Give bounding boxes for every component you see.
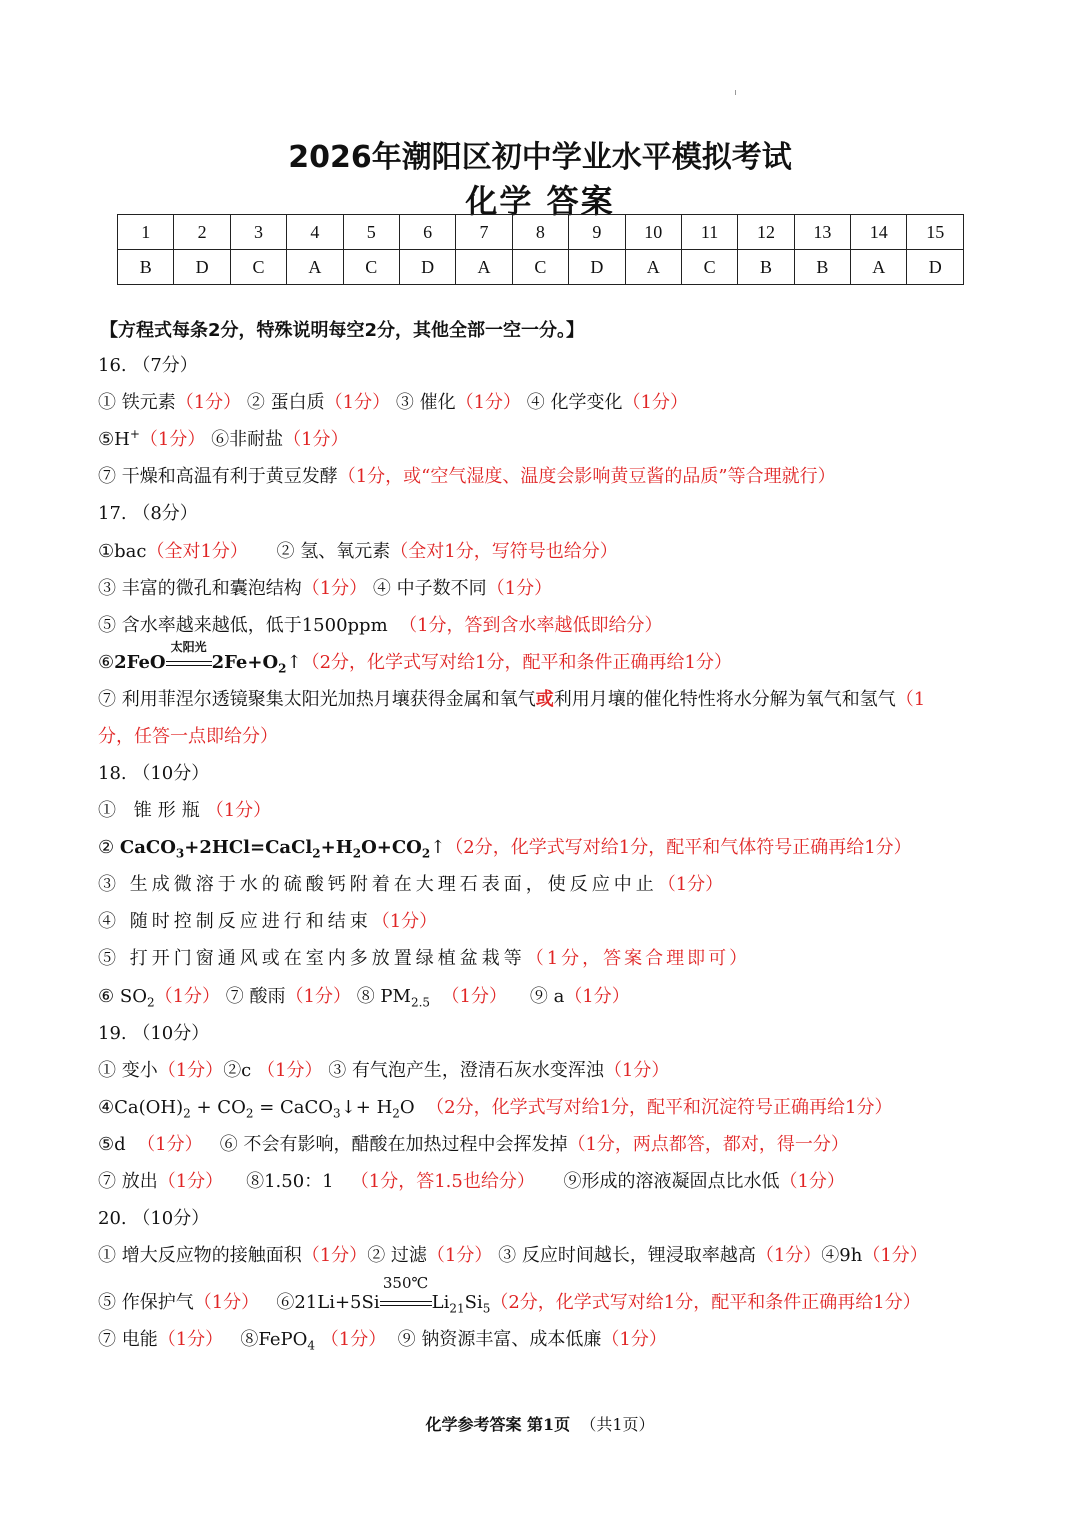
q18-header: 18. （10分） xyxy=(98,763,210,784)
score-text: （1 xyxy=(895,689,926,710)
page-footer xyxy=(0,1412,1080,1435)
question-number-cell: 14 xyxy=(851,215,907,250)
equation-reactant: 2FeO xyxy=(114,652,166,673)
question-number-cell: 3 xyxy=(230,215,286,250)
answer-letter-cell: A xyxy=(287,250,343,285)
formula: = CaCO xyxy=(253,1097,334,1118)
answer-text: ① 变小 xyxy=(98,1060,158,1081)
subscript: 21 xyxy=(449,1301,465,1316)
subscript: 2.5 xyxy=(410,995,431,1010)
gas-arrow: ↑ xyxy=(286,652,302,673)
answer-text: ⑦ 干燥和高温有利于黄豆发酵 xyxy=(98,466,338,487)
question-number-row xyxy=(118,215,964,250)
q18-line-4 xyxy=(98,910,437,934)
subscript: 2 xyxy=(392,1106,400,1121)
score-text: （1分，或“空气湿度、温度会影响黄豆酱的品质”等合理就行） xyxy=(337,466,836,487)
answer-letter-cell: C xyxy=(681,250,737,285)
answer-text: 利用月壤的催化特性将水分解为氧气和氢气 xyxy=(553,689,896,710)
answer-text: ⑦ 电能 xyxy=(98,1329,158,1350)
formula: Si xyxy=(464,1292,483,1313)
formula: Li xyxy=(431,1292,450,1313)
q19-header: 19. （10分） xyxy=(98,1023,210,1044)
answer-text: ② 氢、氧元素 xyxy=(276,541,391,562)
score-text: （1分） xyxy=(193,1292,260,1313)
q19-line-4 xyxy=(98,1170,845,1194)
answer-letter-cell: A xyxy=(456,250,512,285)
formula: O xyxy=(399,1097,415,1118)
score-text: （1分） xyxy=(601,1329,667,1350)
reaction-condition xyxy=(380,1274,432,1315)
answer-text: ⑥ xyxy=(98,652,115,673)
q17-line-5 xyxy=(98,688,925,712)
subscript: 2 xyxy=(312,846,321,861)
answer-text: ②c xyxy=(223,1060,252,1081)
answer-text: ⑨ 钠资源丰富、成本低廉 xyxy=(397,1329,602,1350)
answer-text: ③ 丰富的微孔和囊泡结构 xyxy=(98,578,302,599)
formula: ⑧FePO xyxy=(240,1329,308,1350)
answer-text: ③ 生成微溶于水的硫酸钙附着在大理石表面，使反应中止 xyxy=(98,874,658,895)
answer-text: ④9h xyxy=(821,1245,863,1266)
answer-letter-cell: D xyxy=(174,250,230,285)
score-text: （1分） xyxy=(157,1329,224,1350)
score-text: （1分） xyxy=(564,986,630,1007)
answer-text: ⑨ a xyxy=(529,986,565,1007)
subscript: 2 xyxy=(146,995,155,1010)
q16-line-1 xyxy=(98,391,688,415)
subscript: 2 xyxy=(352,846,362,861)
q16-line-2 xyxy=(98,428,349,452)
scoring-note: 【方程式每条2分，特殊说明每空2分，其他全部一空一分。】 xyxy=(100,320,585,341)
equation-product: 2Fe+O xyxy=(211,652,279,673)
score-text: （1分） xyxy=(486,578,553,599)
score-text: （1分） xyxy=(257,1060,323,1081)
answer-text: ② 蛋白质 xyxy=(246,392,325,413)
q17-line-2 xyxy=(98,577,552,601)
formula: O+CO xyxy=(361,837,422,858)
score-text: （1分） xyxy=(283,429,349,450)
exam-subtitle: 化学 答案 xyxy=(465,182,615,220)
answer-letter-cell: B xyxy=(794,250,850,285)
question-number-cell: 2 xyxy=(174,215,230,250)
q18-line-3 xyxy=(98,873,723,897)
score-text: （1分） xyxy=(157,1171,224,1192)
answer-text: ③ 催化 xyxy=(395,392,456,413)
q18-line-2 xyxy=(98,836,912,860)
q17-line-1 xyxy=(98,540,618,564)
score-text: （1分，答1.5也给分） xyxy=(350,1171,535,1192)
q18-line-5 xyxy=(98,947,750,971)
score-text: （1分，答到含水率越低即给分） xyxy=(399,615,663,636)
score-text: （1分） xyxy=(301,1245,368,1266)
score-text: （1分） xyxy=(205,800,272,821)
or-text: 或 xyxy=(535,689,554,710)
answer-text: ⑨形成的溶液凝固点比水低 xyxy=(563,1171,780,1192)
q19-line-1 xyxy=(98,1059,669,1083)
score-text: （1分） xyxy=(301,578,368,599)
score-text: （1分） xyxy=(139,429,206,450)
formula: + CO xyxy=(190,1097,246,1118)
question-number-cell: 7 xyxy=(456,215,512,250)
score-text: （2分，化学式写对给1分，配平和沉淀符号正确再给1分） xyxy=(426,1097,893,1118)
question-number-cell: 4 xyxy=(287,215,343,250)
multiple-choice-answer-table xyxy=(117,214,964,285)
subscript: 3 xyxy=(175,846,185,861)
gas-arrow: ↑ xyxy=(430,837,446,858)
answer-letter-cell: D xyxy=(907,250,964,285)
question-number-cell: 11 xyxy=(681,215,737,250)
formula: CaCO xyxy=(119,837,176,858)
score-text: 分，任答一点即给分） xyxy=(98,726,278,747)
answer-letter-cell: A xyxy=(625,250,681,285)
subscript: 4 xyxy=(307,1338,316,1353)
score-text: （1分） xyxy=(175,392,242,413)
question-number-cell: 8 xyxy=(512,215,568,250)
formula: ↓+ H xyxy=(340,1097,393,1118)
question-number-cell: 1 xyxy=(118,215,174,250)
score-text: （1分） xyxy=(137,1134,203,1155)
subscript: 2 xyxy=(421,846,431,861)
q20-header: 20. （10分） xyxy=(98,1208,210,1229)
answer-text: ⑥非耐盐 xyxy=(211,429,284,450)
reaction-condition xyxy=(166,640,212,675)
score-text: （1分） xyxy=(657,874,724,895)
scan-mark xyxy=(735,90,736,95)
answer-letter-cell: C xyxy=(343,250,399,285)
score-text: （2分，化学式写对给1分，配平和条件正确再给1分） xyxy=(490,1292,921,1313)
answer-text: ⑧ PM xyxy=(356,986,411,1007)
answer-letter-cell: D xyxy=(399,250,455,285)
score-text: （2分，化学式写对给1分，配平和气体符号正确再给1分） xyxy=(445,837,912,858)
score-text: （全对1分，写符号也给分） xyxy=(390,541,618,562)
answer-text: ⑤ 打开门窗通风或在室内多放置绿植盆栽等 xyxy=(98,948,526,969)
question-number-cell: 10 xyxy=(625,215,681,250)
exam-title: 2026年潮阳区初中学业水平模拟考试 xyxy=(288,140,792,175)
score-text: （1分） xyxy=(426,1245,493,1266)
q19-line-2 xyxy=(98,1096,893,1120)
q20-line-2 xyxy=(98,1274,921,1316)
score-text: （1分） xyxy=(157,1060,224,1081)
answer-text: ⑤ 作保护气 xyxy=(98,1292,194,1313)
answer-text: ② xyxy=(98,837,115,858)
footer-total-pages: （共1页） xyxy=(580,1415,655,1434)
formula: ④Ca(OH) xyxy=(98,1097,184,1118)
answer-text: ⑥ SO xyxy=(98,986,147,1007)
subscript: 2 xyxy=(245,1106,254,1121)
score-text: （1分） xyxy=(779,1171,845,1192)
answer-text: ⑦ 酸雨 xyxy=(225,986,286,1007)
answer-text: ⑤d xyxy=(98,1134,126,1155)
score-text: （2分，化学式写对给1分，配平和条件正确再给1分） xyxy=(301,652,732,673)
q18-line-1 xyxy=(98,799,271,823)
q20-line-3 xyxy=(98,1328,667,1352)
condition-text: 太阳光 xyxy=(170,640,207,654)
subscript: 2 xyxy=(183,1106,191,1121)
q20-line-1 xyxy=(98,1244,928,1268)
answer-text: ⑥ 不会有影响，醋酸在加热过程中会挥发掉 xyxy=(219,1134,568,1155)
answer-text: ⑧1.50：1 xyxy=(246,1171,334,1192)
question-number-cell: 12 xyxy=(738,215,794,250)
answer-text: ① 增大反应物的接触面积 xyxy=(98,1245,302,1266)
score-text: （1分） xyxy=(755,1245,822,1266)
q16-line-3 xyxy=(98,465,836,489)
answer-letter-cell: C xyxy=(230,250,286,285)
question-number-cell: 6 xyxy=(399,215,455,250)
superscript: + xyxy=(129,427,140,441)
question-number-cell: 9 xyxy=(569,215,625,250)
score-text: （1分） xyxy=(285,986,351,1007)
subscript: 2 xyxy=(278,661,287,676)
score-text: （1分） xyxy=(862,1245,928,1266)
q17-header: 17. （8分） xyxy=(98,503,198,524)
answer-text: ① 锥形瓶 xyxy=(98,800,206,821)
question-number-cell: 15 xyxy=(907,215,964,250)
score-text: （1分） xyxy=(603,1060,670,1081)
question-number-cell: 5 xyxy=(343,215,399,250)
answer-text: ④ 中子数不同 xyxy=(372,578,487,599)
answer-text: ① 铁元素 xyxy=(98,392,176,413)
formula: +2HCl=CaCl xyxy=(184,837,313,858)
answer-text: ①bac xyxy=(98,541,147,562)
answer-letter-row xyxy=(118,250,964,285)
subscript: 3 xyxy=(333,1106,341,1121)
equals-sign xyxy=(166,661,212,666)
answer-text: ⑤ 含水率越来越低，低于1500ppm xyxy=(98,615,388,636)
score-text: （全对1分） xyxy=(146,541,248,562)
footer-page-label: 化学参考答案 第1页 xyxy=(425,1415,571,1434)
answer-text: ⑦ 利用菲涅尔透镜聚集太阳光加热月壤获得金属和氧气 xyxy=(98,689,536,710)
equals-sign xyxy=(380,1301,432,1306)
score-text: （1分，两点都答，都对，得一分） xyxy=(567,1134,849,1155)
score-text: （1分） xyxy=(320,1329,387,1350)
answer-text: ④ 随时控制反应进行和结束 xyxy=(98,911,372,932)
score-text: （1分） xyxy=(455,392,522,413)
formula: +H xyxy=(320,837,353,858)
answer-text: ③ 有气泡产生，澄清石灰水变浑浊 xyxy=(328,1060,604,1081)
answer-text: ⑦ 放出 xyxy=(98,1171,158,1192)
q16-header: 16. （7分） xyxy=(98,355,198,376)
condition-text: 350℃ xyxy=(382,1274,429,1292)
answer-text: ② 过滤 xyxy=(367,1245,427,1266)
answer-text: ⑤H xyxy=(98,429,130,450)
answer-text: ③ 反应时间越长，锂浸取率越高 xyxy=(498,1245,756,1266)
answer-letter-cell: C xyxy=(512,250,568,285)
score-text: （1分） xyxy=(371,911,438,932)
equation-reactant: ⑥21Li+5Si xyxy=(276,1292,380,1313)
q19-line-3 xyxy=(98,1133,849,1157)
answer-text: ④ 化学变化 xyxy=(526,392,623,413)
score-text: （1分，答案合理即可） xyxy=(525,948,751,969)
score-text: （1分） xyxy=(154,986,221,1007)
q17-line-6 xyxy=(98,725,278,749)
answer-letter-cell: A xyxy=(851,250,907,285)
answer-letter-cell: D xyxy=(569,250,625,285)
score-text: （1分） xyxy=(622,392,688,413)
q17-line-4 xyxy=(98,640,732,676)
score-text: （1分） xyxy=(324,392,391,413)
answer-letter-cell: B xyxy=(118,250,174,285)
q18-line-6 xyxy=(98,985,630,1009)
score-text: （1分） xyxy=(441,986,507,1007)
subscript: 5 xyxy=(482,1301,491,1316)
answer-letter-cell: B xyxy=(738,250,794,285)
question-number-cell: 13 xyxy=(794,215,850,250)
